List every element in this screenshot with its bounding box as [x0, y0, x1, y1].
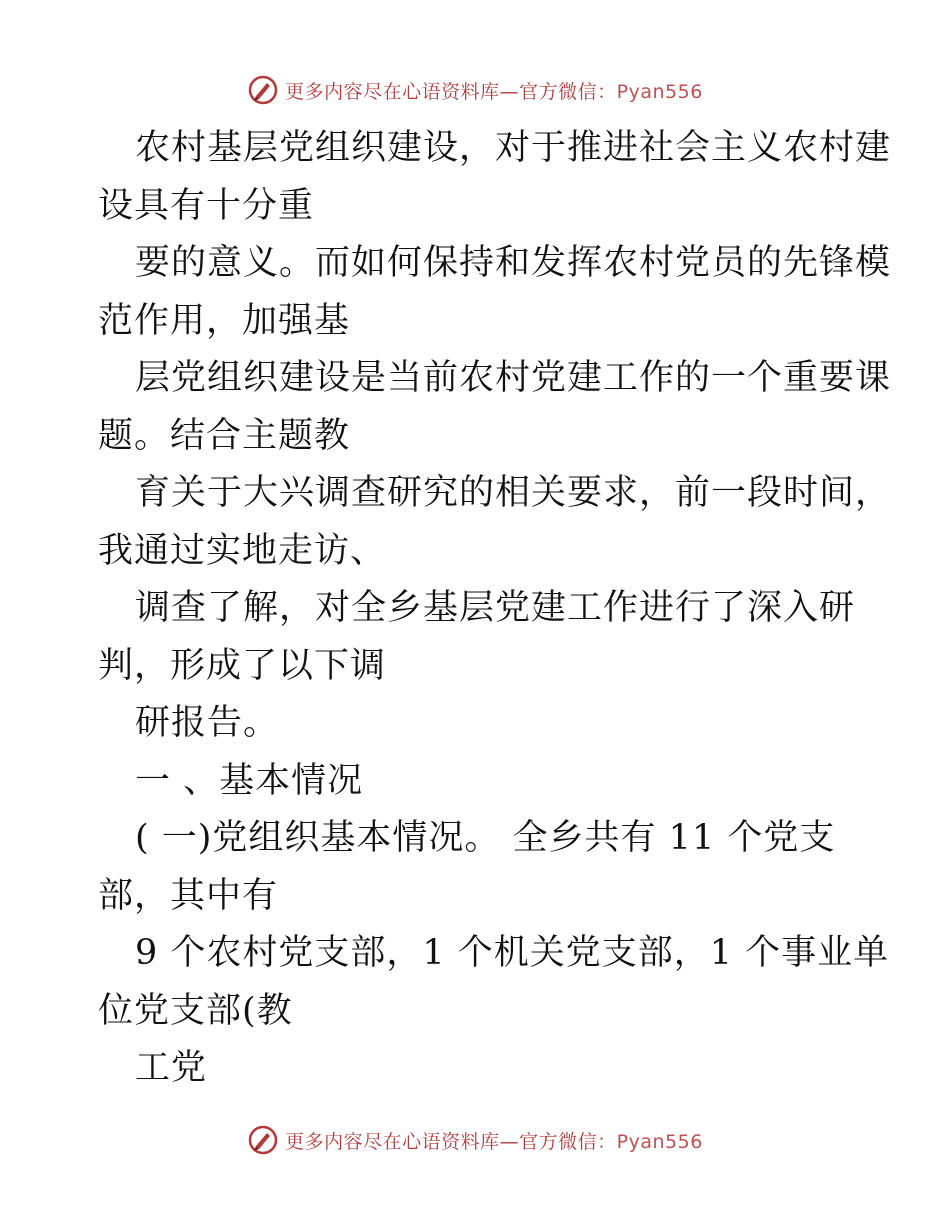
text-line: 设具有十分重: [98, 185, 315, 226]
watermark-text: 更多内容尽在心语资料库—官方微信：Pyan556: [285, 80, 703, 103]
watermark-header: [0, 70, 950, 110]
text-line: 农村基层党组织建设，对于推进社会主义农村建: [135, 128, 892, 168]
text-line: ( 一)党组织基本情况。 全乡共有 11 个党支: [135, 818, 836, 858]
watermark-text: 更多内容尽在心语资料库—官方微信：Pyan556: [285, 1130, 703, 1153]
text-line: 育关于大兴调查研究的相关要求，前一段时间，: [135, 473, 892, 513]
text-line: 我通过实地走访、: [98, 530, 387, 571]
text-line: 题。结合主题教: [98, 415, 351, 456]
watermark-footer: [0, 1120, 950, 1160]
text-line: 调查了解，对全乡基层党建工作进行了深入研: [135, 588, 856, 628]
watermark-handle: Pyan556: [616, 80, 703, 103]
text-line: 要的意义。而如何保持和发挥农村党员的先锋模: [135, 243, 892, 283]
pen-logo-icon: [247, 1124, 279, 1156]
pen-logo-icon: [247, 74, 279, 106]
text-line: 一 、基本情况: [135, 760, 364, 801]
document-body: [98, 120, 892, 1098]
text-line: 研报告。: [135, 703, 280, 743]
text-line: 判，形成了以下调: [98, 645, 387, 686]
text-line: 范作用，加强基: [98, 300, 351, 341]
text-line: 9 个农村党支部，1 个机关党支部，1 个事业单: [135, 933, 890, 973]
text-line: 层党组织建设是当前农村党建工作的一个重要课: [135, 358, 892, 398]
watermark-handle: Pyan556: [616, 1130, 703, 1153]
text-line: 部，其中有: [98, 875, 279, 916]
text-line: 工党: [135, 1048, 208, 1088]
text-line: 位党支部(教: [98, 990, 293, 1031]
